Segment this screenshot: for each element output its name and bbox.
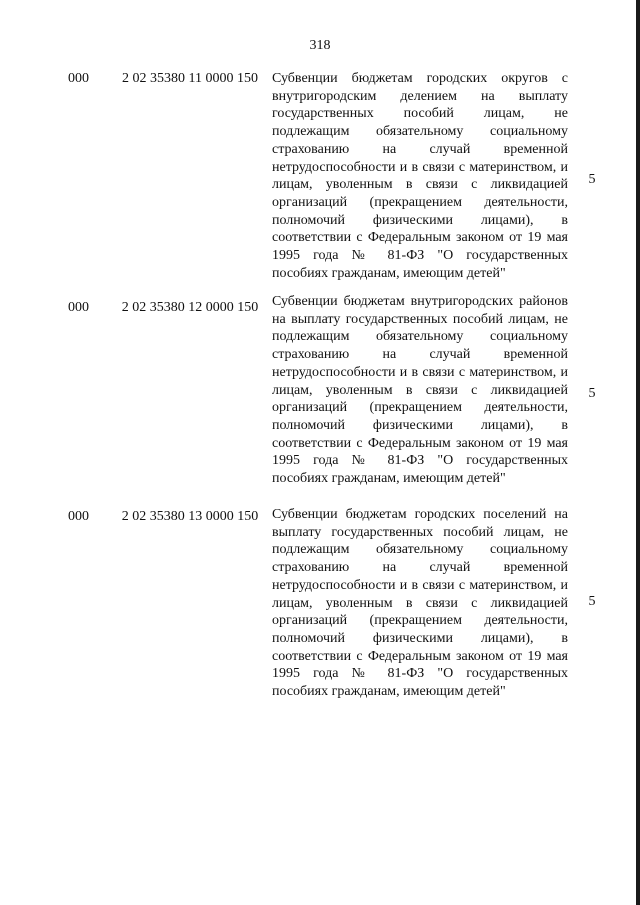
revenue-description: Субвенции бюджетам городских поселений на выплату государственных пособий лицам, не подлежащим обязательному социальному страхованию на случай временной нетрудоспособности и в связи с материнством, и лицам, уволенным в связи с ликвидацией организаций (прекращением деятельности, полномочий физическими лицами), в соответствии с Федеральным законом от 19 мая 1995 года № 81-ФЗ "О государственных пособиях гражданам, имеющим детей" — [272, 507, 568, 700]
admin-code: 000 — [68, 300, 89, 315]
scan-edge-border — [636, 0, 640, 905]
amount-value: 5 — [588, 594, 596, 609]
amount-value: 5 — [588, 172, 596, 187]
revenue-description: Субвенции бюджетам внутригородских районов на выплату государственных пособий лицам, не подлежащим обязательному социальному страхованию на случай временной нетрудоспособности и в связи с материнством, и лицам, уволенным в связи с ликвидацией организаций (прекращением деятельности, полномочий физическими лицами), в соответствии с Федеральным законом от 19 мая 1995 года № 81-ФЗ "О государственных пособиях гражданам, имеющим детей" — [272, 294, 568, 487]
admin-code: 000 — [68, 71, 89, 86]
budget-classification-code: 2 02 35380 11 0000 150 — [122, 71, 258, 86]
amount-value: 5 — [588, 386, 596, 401]
admin-code: 000 — [68, 509, 89, 524]
budget-classification-code: 2 02 35380 13 0000 150 — [121, 509, 259, 524]
budget-classification-code: 2 02 35380 12 0000 150 — [121, 300, 259, 315]
page-number: 318 — [309, 38, 331, 53]
revenue-description: Субвенции бюджетам городских округов с внутригородским делением на выплату государственных пособий лицам, не подлежащим обязательному социальному страхованию на случай временной нетрудоспособности и в связи с материнством, и лицам, уволенным в связи с ликвидацией организаций (прекращением деятельности, полномочий физическими лицами), в соответствии с Федеральным законом от 19 мая 1995 года № 81-ФЗ "О государственных пособиях гражданам, имеющим детей" — [272, 71, 568, 281]
